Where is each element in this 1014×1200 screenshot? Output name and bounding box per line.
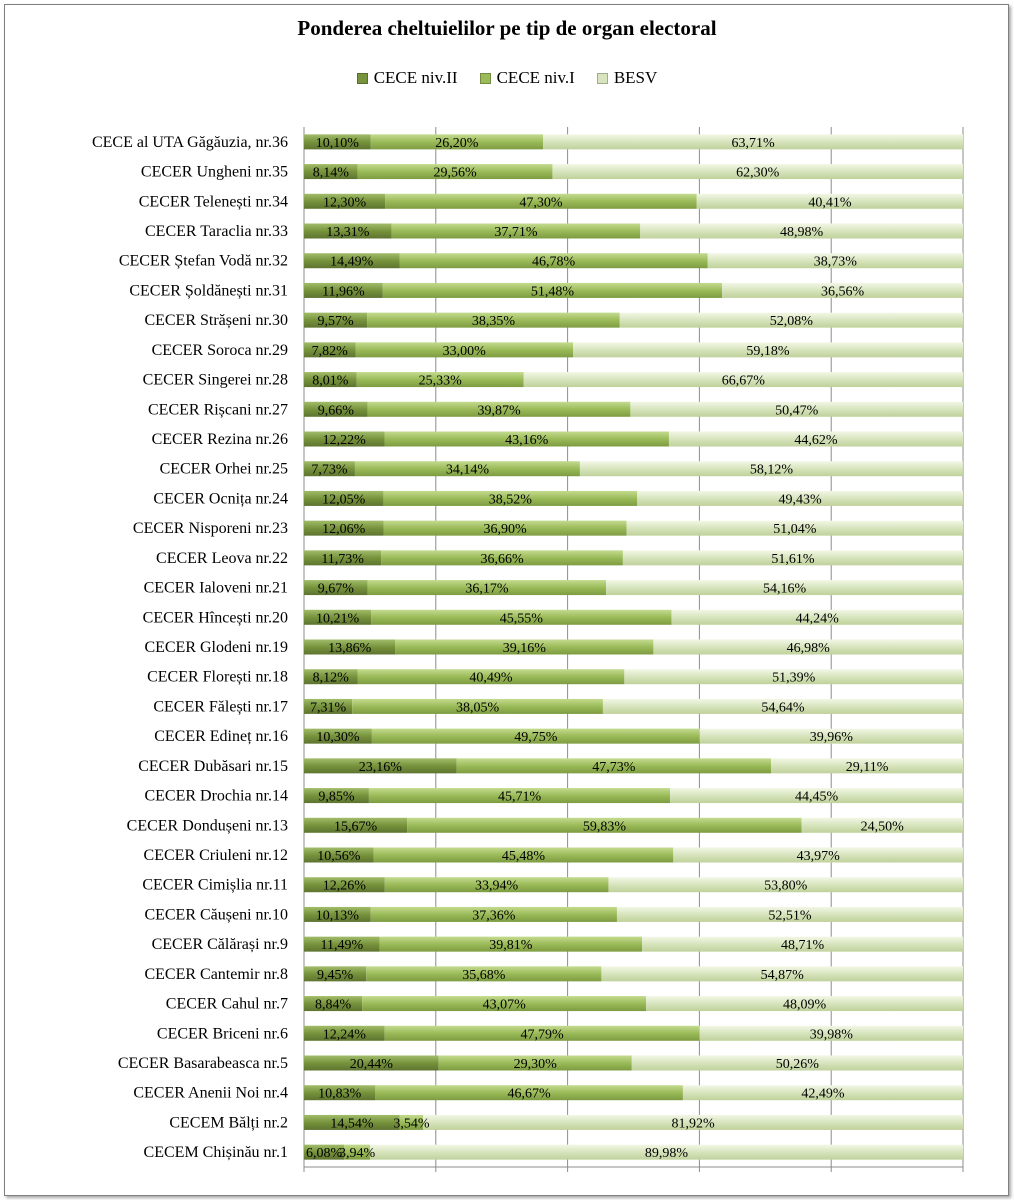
- data-label: 3,54%: [393, 1116, 430, 1132]
- data-label: 50,26%: [775, 1057, 819, 1072]
- category-label: CECER Călărași nr.9: [151, 936, 288, 954]
- data-label: 46,67%: [507, 1086, 551, 1102]
- data-label: 14,54%: [330, 1116, 374, 1132]
- data-label: 13,86%: [328, 641, 372, 656]
- category-label: CECER Basarabeasca nr.5: [117, 1055, 288, 1072]
- data-label: 23,16%: [358, 759, 402, 775]
- data-label: 37,71%: [494, 225, 538, 240]
- data-label: 8,01%: [312, 373, 349, 389]
- data-label: 36,90%: [483, 522, 527, 538]
- category-label: CECER Dubăsari nr.15: [138, 757, 288, 775]
- data-label: 39,98%: [809, 1027, 853, 1043]
- category-label: CECER Șoldănești nr.31: [129, 282, 288, 300]
- data-label: 34,14%: [445, 462, 490, 478]
- data-label: 39,96%: [809, 730, 853, 746]
- data-label: 12,06%: [322, 522, 366, 538]
- category-label: CECEM Chișinău nr.1: [143, 1144, 288, 1162]
- category-label: CECER Edineț nr.16: [154, 728, 288, 746]
- data-label: 29,11%: [845, 759, 889, 775]
- category-label: CECER Taraclia nr.33: [145, 223, 288, 240]
- data-label: 10,13%: [315, 908, 359, 924]
- data-label: 43,16%: [505, 433, 549, 448]
- data-label: 45,55%: [499, 611, 543, 627]
- data-label: 62,30%: [736, 165, 780, 181]
- data-label: 8,84%: [315, 997, 352, 1013]
- category-label: CECER Anenii Noi nr.4: [133, 1084, 288, 1102]
- data-label: 7,82%: [311, 343, 348, 359]
- data-label: 40,41%: [808, 195, 852, 211]
- data-label: 9,67%: [317, 581, 354, 597]
- data-label: 24,50%: [860, 819, 904, 835]
- data-label: 38,05%: [455, 700, 500, 716]
- data-label: 25,33%: [418, 373, 462, 389]
- data-label: 12,05%: [322, 492, 366, 508]
- data-label: 48,71%: [780, 938, 825, 954]
- legend-label-cece-niv-ii: CECE niv.II: [373, 68, 458, 87]
- data-label: 10,10%: [315, 135, 359, 151]
- category-label: CECER Nisporeni nr.23: [132, 520, 288, 538]
- category-labels: [92, 134, 288, 1161]
- data-label: 81,92%: [671, 1116, 715, 1132]
- data-label: 6,08%: [305, 1146, 343, 1162]
- data-label: 45,71%: [497, 789, 542, 805]
- category-label: CECER Singerei nr.28: [142, 371, 288, 389]
- chart-title: Ponderea cheltuielilor pe tip de organ electoral: [297, 16, 717, 40]
- category-label: CECE al UTA Găgăuzia, nr.36: [91, 133, 288, 151]
- data-label: 46,78%: [532, 254, 576, 270]
- data-label: 47,30%: [519, 195, 563, 211]
- data-label: 29,30%: [513, 1057, 557, 1072]
- data-label: 7,73%: [311, 462, 348, 478]
- data-label: 11,49%: [320, 938, 364, 954]
- data-label: 9,66%: [317, 403, 354, 419]
- data-label: 39,87%: [477, 403, 521, 419]
- data-label: 44,24%: [795, 611, 839, 627]
- data-label: 50,47%: [775, 403, 819, 419]
- data-label: 47,79%: [520, 1027, 564, 1043]
- category-label: CECER Leova nr.22: [156, 549, 288, 567]
- data-label: 12,30%: [322, 195, 367, 211]
- data-label: 49,43%: [778, 492, 822, 508]
- data-label: 36,56%: [820, 284, 865, 300]
- data-label: 53,80%: [764, 878, 808, 894]
- data-label: 15,67%: [334, 819, 378, 835]
- data-label: 9,45%: [317, 967, 354, 983]
- legend-label-besv: BESV: [613, 68, 658, 87]
- bars: [304, 134, 963, 1162]
- data-label: 49,75%: [514, 730, 558, 746]
- category-label: CECER Rezina nr.26: [151, 431, 288, 448]
- data-label: 10,83%: [318, 1086, 362, 1102]
- category-label: CECER Florești nr.18: [147, 668, 288, 686]
- data-label: 51,04%: [773, 522, 817, 538]
- category-label: CECER Cantemir nr.8: [144, 965, 288, 983]
- data-label: 10,56%: [317, 849, 361, 864]
- data-label: 51,39%: [772, 670, 816, 686]
- category-label: CECER Cahul nr.7: [165, 995, 288, 1013]
- data-label: 12,26%: [322, 878, 366, 894]
- data-label: 8,14%: [312, 165, 349, 181]
- data-label: 11,73%: [321, 551, 364, 567]
- data-label: 10,21%: [316, 611, 360, 627]
- category-label: CECER Fălești nr.17: [153, 698, 288, 716]
- category-label: CECER Cimișlia nr.11: [142, 876, 288, 894]
- data-label: 38,35%: [471, 314, 516, 330]
- category-label: CECER Criuleni nr.12: [143, 847, 288, 864]
- data-label: 59,18%: [746, 343, 790, 359]
- data-label: 43,97%: [796, 849, 840, 864]
- category-label: CECER Soroca nr.29: [151, 341, 288, 359]
- data-label: 33,94%: [475, 878, 519, 894]
- data-label: 9,57%: [317, 314, 354, 330]
- data-label: 29,56%: [433, 165, 477, 181]
- category-label: CECER Căușeni nr.10: [144, 906, 288, 924]
- data-label: 43,07%: [482, 997, 526, 1013]
- category-label: CECEM Bălți nr.2: [169, 1114, 288, 1132]
- data-label: 48,09%: [782, 997, 827, 1013]
- data-label: 51,48%: [530, 284, 575, 300]
- category-label: CECER Orhei nr.25: [159, 460, 288, 478]
- category-label: CECER Drochia nr.14: [144, 787, 288, 805]
- category-label: CECER Telenești nr.34: [138, 193, 288, 211]
- data-label: 45,48%: [501, 849, 546, 864]
- data-label: 10,30%: [316, 730, 360, 746]
- data-label: 39,81%: [489, 938, 533, 954]
- data-label: 89,98%: [644, 1146, 689, 1162]
- data-label: 52,51%: [768, 908, 812, 924]
- category-label: CECER Dondușeni nr.13: [126, 817, 288, 835]
- data-label: 54,16%: [762, 581, 807, 597]
- data-label: 54,87%: [760, 967, 804, 983]
- data-label: 7,31%: [310, 700, 347, 716]
- category-label: CECER Briceni nr.6: [156, 1025, 288, 1043]
- data-label: 47,73%: [592, 759, 636, 775]
- category-label: CECER Rișcani nr.27: [148, 401, 288, 419]
- category-label: CECER Ocnița nr.24: [153, 490, 288, 508]
- data-label: 12,24%: [322, 1027, 366, 1043]
- data-label: 46,98%: [786, 641, 830, 656]
- data-label: 20,44%: [349, 1057, 393, 1072]
- data-label: 8,12%: [312, 670, 349, 686]
- data-label: 58,12%: [749, 462, 794, 478]
- data-label: 36,17%: [465, 581, 509, 597]
- data-label: 38,52%: [488, 492, 532, 508]
- legend-label-cece-niv-i: CECE niv.I: [496, 68, 575, 87]
- data-label: 48,98%: [780, 225, 824, 240]
- category-label: CECER Glodeni nr.19: [144, 639, 288, 656]
- data-label: 63,71%: [731, 135, 775, 151]
- data-label: 59,83%: [582, 819, 626, 835]
- data-label: 35,68%: [462, 967, 506, 983]
- category-label: CECER Hîncești nr.20: [142, 609, 288, 627]
- category-label: CECER Ștefan Vodă nr.32: [118, 252, 288, 270]
- data-label: 13,31%: [326, 225, 370, 240]
- data-label: 44,62%: [794, 433, 838, 448]
- data-label: 44,45%: [795, 789, 839, 805]
- data-label: 11,96%: [322, 284, 365, 300]
- data-label: 12,22%: [322, 433, 366, 448]
- category-label: CECER Ialoveni nr.21: [143, 579, 288, 597]
- data-label: 38,73%: [813, 254, 857, 270]
- data-label: 37,36%: [472, 908, 516, 924]
- data-label: 51,61%: [771, 551, 815, 567]
- data-label: 66,67%: [721, 373, 765, 389]
- data-label: 3,94%: [338, 1146, 376, 1162]
- data-label: 14,49%: [330, 254, 374, 270]
- data-label: 39,16%: [502, 641, 546, 656]
- data-label: 26,20%: [435, 135, 479, 151]
- category-label: CECER Strășeni nr.30: [144, 312, 288, 330]
- data-label: 52,08%: [769, 314, 813, 330]
- data-label: 54,64%: [761, 700, 805, 716]
- data-label: 36,66%: [480, 551, 524, 567]
- data-label: 40,49%: [469, 670, 513, 686]
- data-label: 42,49%: [801, 1086, 845, 1102]
- data-label: 9,85%: [318, 789, 355, 805]
- data-label: 33,00%: [442, 343, 486, 359]
- category-label: CECER Ungheni nr.35: [140, 163, 288, 181]
